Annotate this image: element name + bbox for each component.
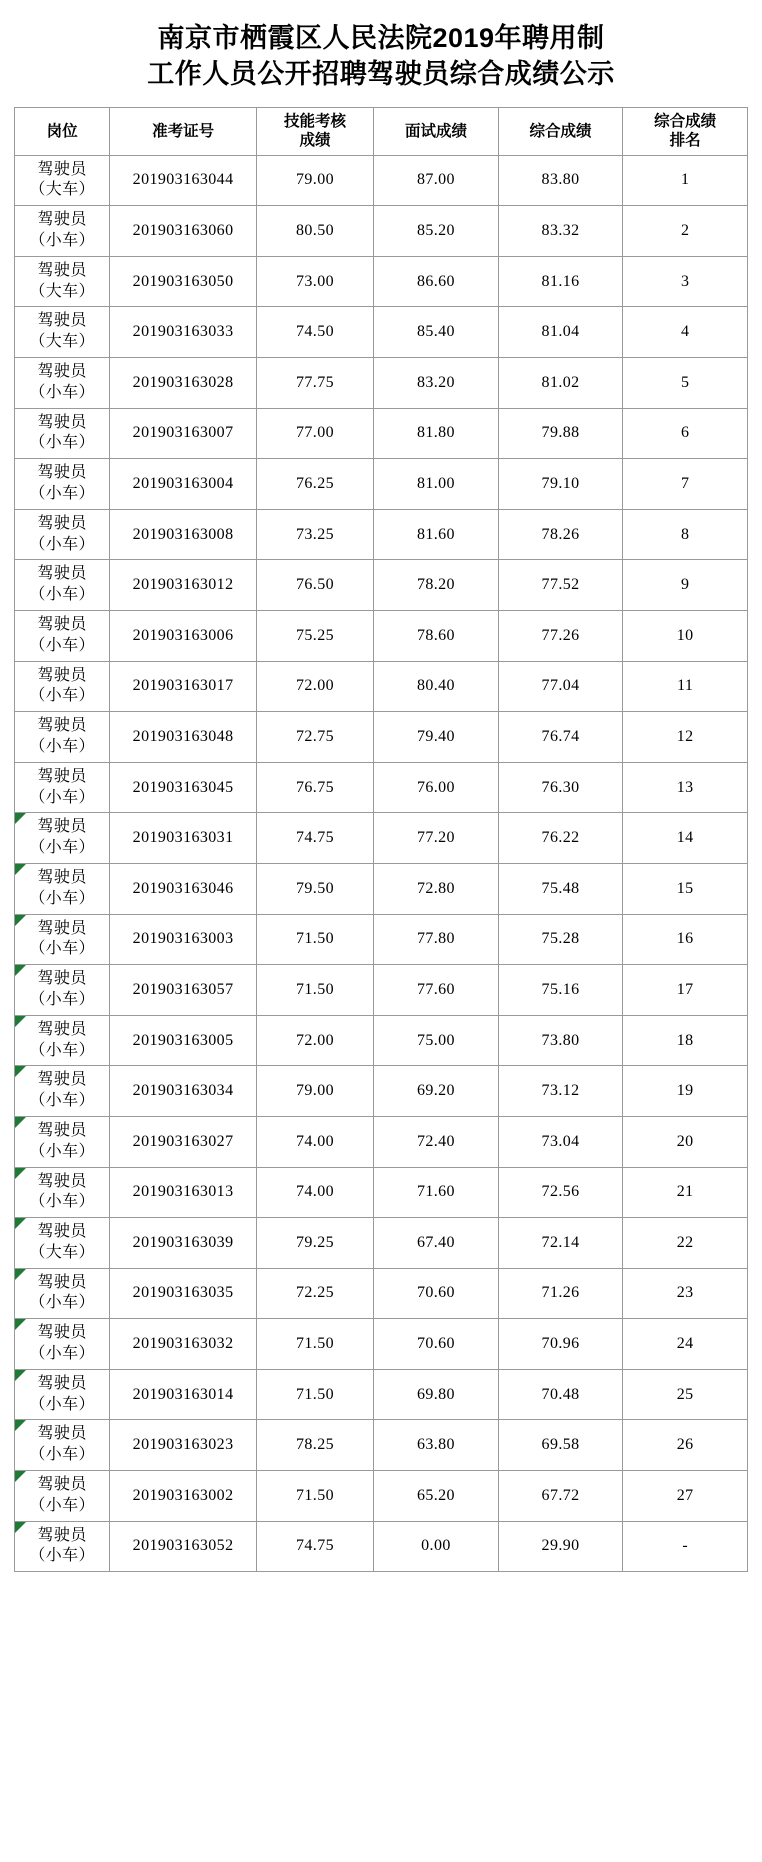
cell-interview-score: 87.00	[374, 155, 499, 206]
cell-post	[15, 206, 110, 257]
cell-post-line-1: 驾驶员	[37, 717, 87, 735]
table-row	[15, 1015, 748, 1066]
cell-interview-score: 63.80	[374, 1420, 499, 1471]
cell-post	[15, 1420, 110, 1471]
cell-post	[15, 1015, 110, 1066]
cell-skill-score: 72.75	[256, 712, 373, 763]
cell-total-score: 69.58	[498, 1420, 623, 1471]
cell-post	[15, 863, 110, 914]
cell-skill-score: 75.25	[256, 610, 373, 661]
cell-skill-score: 79.50	[256, 863, 373, 914]
cell-post-line-2: （大车）	[29, 333, 95, 351]
cell-post-line-2: （小车）	[29, 383, 95, 401]
cell-skill-score: 73.00	[256, 256, 373, 307]
cell-exam-id: 201903163050	[110, 256, 257, 307]
cell-total-rank: 27	[623, 1471, 748, 1522]
cell-total-rank: 10	[623, 610, 748, 661]
cell-post-line-2: （小车）	[29, 636, 95, 654]
cell-post-line-1: 驾驶员	[37, 363, 87, 380]
cell-total-score: 75.28	[498, 914, 623, 965]
cell-post	[15, 712, 110, 763]
cell-interview-score: 77.80	[374, 914, 499, 965]
cell-post-line-1: 驾驶员	[37, 1374, 87, 1392]
cell-post	[15, 661, 110, 712]
cell-total-score: 75.48	[498, 863, 623, 914]
cell-total-rank: 5	[623, 358, 748, 409]
table-row	[15, 1268, 748, 1319]
cell-skill-score: 72.25	[256, 1268, 373, 1319]
cell-post-line-1: 驾驶员	[37, 1324, 87, 1342]
cell-post	[15, 1369, 110, 1420]
cell-post-line-2: （小车）	[29, 484, 95, 502]
cell-total-score: 81.16	[498, 256, 623, 307]
cell-skill-score: 76.25	[256, 459, 373, 510]
cell-total-rank: 8	[623, 509, 748, 560]
cell-post-line-2: （小车）	[29, 1193, 95, 1211]
cell-total-score: 75.16	[498, 965, 623, 1016]
cell-interview-score: 81.00	[374, 459, 499, 510]
cell-interview-score: 69.20	[374, 1066, 499, 1117]
table-row	[15, 408, 748, 459]
cell-total-rank: 12	[623, 712, 748, 763]
cell-skill-score: 71.50	[256, 1471, 373, 1522]
column-header-skill-score	[256, 107, 373, 155]
cell-interview-score: 76.00	[374, 762, 499, 813]
cell-exam-id: 201903163013	[110, 1167, 257, 1218]
cell-post-line-1: 驾驶员	[37, 666, 87, 684]
cell-total-score: 76.30	[498, 762, 623, 813]
table-row	[15, 712, 748, 763]
cell-post-line-1: 驾驶员	[37, 1273, 87, 1291]
cell-post	[15, 1116, 110, 1167]
cell-exam-id: 201903163023	[110, 1420, 257, 1471]
cell-total-rank: 13	[623, 762, 748, 813]
column-header-total-rank-line-2: 排名	[669, 132, 701, 150]
cell-total-score: 77.52	[498, 560, 623, 611]
cell-total-rank: 14	[623, 813, 748, 864]
cell-exam-id: 201903163046	[110, 863, 257, 914]
table-row	[15, 1420, 748, 1471]
cell-interview-score: 72.80	[374, 863, 499, 914]
cell-total-rank: 19	[623, 1066, 748, 1117]
table-header	[15, 107, 748, 155]
cell-total-rank: 3	[623, 256, 748, 307]
cell-post	[15, 256, 110, 307]
cell-post	[15, 914, 110, 965]
cell-interview-score: 81.80	[374, 408, 499, 459]
cell-post-line-1: 驾驶员	[37, 565, 87, 583]
cell-post-line-2: （小车）	[29, 586, 95, 604]
column-header-skill-score-line-1: 技能考核	[284, 112, 347, 130]
cell-total-score: 70.48	[498, 1369, 623, 1420]
cell-interview-score: 79.40	[374, 712, 499, 763]
cell-exam-id: 201903163012	[110, 560, 257, 611]
cell-skill-score: 80.50	[256, 206, 373, 257]
cell-exam-id: 201903163028	[110, 358, 257, 409]
cell-post-line-1: 驾驶员	[37, 1121, 87, 1139]
table-row	[15, 1218, 748, 1269]
cell-total-score: 79.10	[498, 459, 623, 510]
cell-total-rank: 24	[623, 1319, 748, 1370]
cell-total-score: 83.80	[498, 155, 623, 206]
cell-post-line-1: 驾驶员	[37, 413, 87, 431]
cell-post-line-2: （小车）	[29, 737, 95, 755]
cell-total-score: 76.22	[498, 813, 623, 864]
cell-total-score: 72.14	[498, 1218, 623, 1269]
cell-exam-id: 201903163033	[110, 307, 257, 358]
cell-post-line-2: （小车）	[29, 1041, 95, 1059]
cell-exam-id: 201903163017	[110, 661, 257, 712]
cell-post	[15, 560, 110, 611]
cell-interview-score: 65.20	[374, 1471, 499, 1522]
cell-total-rank: 15	[623, 863, 748, 914]
cell-post-line-1: 驾驶员	[37, 1425, 87, 1443]
table-row	[15, 1369, 748, 1420]
cell-post-line-1: 驾驶员	[37, 211, 87, 229]
cell-post-line-1: 驾驶员	[37, 1526, 87, 1544]
cell-total-rank: 9	[623, 560, 748, 611]
cell-post	[15, 1319, 110, 1370]
cell-interview-score: 71.60	[374, 1167, 499, 1218]
cell-skill-score: 76.75	[256, 762, 373, 813]
cell-total-rank: 25	[623, 1369, 748, 1420]
cell-skill-score: 73.25	[256, 509, 373, 560]
cell-skill-score: 76.50	[256, 560, 373, 611]
cell-skill-score: 71.50	[256, 914, 373, 965]
cell-post-line-2: （小车）	[29, 1395, 95, 1413]
scores-table	[14, 107, 748, 1572]
cell-total-score: 77.04	[498, 661, 623, 712]
cell-post-line-1: 驾驶员	[37, 767, 87, 785]
cell-total-rank: 6	[623, 408, 748, 459]
cell-post	[15, 459, 110, 510]
cell-exam-id: 201903163048	[110, 712, 257, 763]
cell-skill-score: 71.50	[256, 1369, 373, 1420]
cell-skill-score: 79.00	[256, 1066, 373, 1117]
page-title-line-1: 南京市栖霞区人民法院2019年聘用制	[157, 23, 605, 53]
table-row	[15, 661, 748, 712]
table-row	[15, 1319, 748, 1370]
table-row	[15, 914, 748, 965]
cell-interview-score: 81.60	[374, 509, 499, 560]
cell-post	[15, 1521, 110, 1572]
cell-exam-id: 201903163004	[110, 459, 257, 510]
cell-exam-id: 201903163045	[110, 762, 257, 813]
cell-post	[15, 408, 110, 459]
cell-exam-id: 201903163035	[110, 1268, 257, 1319]
cell-total-score: 77.26	[498, 610, 623, 661]
cell-post	[15, 1066, 110, 1117]
cell-exam-id: 201903163052	[110, 1521, 257, 1572]
cell-interview-score: 70.60	[374, 1268, 499, 1319]
table-row	[15, 155, 748, 206]
cell-post-line-2: （小车）	[29, 687, 95, 705]
cell-interview-score: 85.20	[374, 206, 499, 257]
cell-post-line-2: （大车）	[29, 1243, 95, 1261]
cell-exam-id: 201903163031	[110, 813, 257, 864]
cell-post-line-1: 驾驶员	[37, 464, 87, 482]
cell-skill-score: 74.00	[256, 1116, 373, 1167]
cell-post-line-2: （小车）	[29, 889, 95, 907]
column-header-skill-score-line-2: 成绩	[299, 132, 331, 150]
cell-exam-id: 201903163060	[110, 206, 257, 257]
cell-post-line-2: （小车）	[29, 1547, 95, 1565]
cell-total-rank: 16	[623, 914, 748, 965]
cell-total-score: 73.80	[498, 1015, 623, 1066]
cell-post-line-2: （小车）	[29, 434, 95, 452]
cell-total-rank: 7	[623, 459, 748, 510]
table-row	[15, 560, 748, 611]
cell-total-rank: -	[623, 1521, 748, 1572]
cell-post-line-1: 驾驶员	[37, 514, 87, 532]
cell-total-score: 71.26	[498, 1268, 623, 1319]
cell-interview-score: 67.40	[374, 1218, 499, 1269]
column-header-post: 岗位	[15, 107, 110, 155]
cell-skill-score: 71.50	[256, 1319, 373, 1370]
cell-total-score: 72.56	[498, 1167, 623, 1218]
cell-post-line-2: （小车）	[29, 788, 95, 806]
cell-post	[15, 155, 110, 206]
cell-skill-score: 74.00	[256, 1167, 373, 1218]
cell-total-score: 81.02	[498, 358, 623, 409]
cell-interview-score: 0.00	[374, 1521, 499, 1572]
cell-interview-score: 77.60	[374, 965, 499, 1016]
cell-exam-id: 201903163003	[110, 914, 257, 965]
cell-total-rank: 4	[623, 307, 748, 358]
cell-total-rank: 17	[623, 965, 748, 1016]
cell-post	[15, 610, 110, 661]
cell-skill-score: 77.00	[256, 408, 373, 459]
cell-total-rank: 11	[623, 661, 748, 712]
table-row	[15, 358, 748, 409]
cell-post	[15, 307, 110, 358]
cell-interview-score: 86.60	[374, 256, 499, 307]
cell-exam-id: 201903163057	[110, 965, 257, 1016]
cell-skill-score: 79.25	[256, 1218, 373, 1269]
cell-total-score: 73.04	[498, 1116, 623, 1167]
table-row	[15, 509, 748, 560]
cell-exam-id: 201903163039	[110, 1218, 257, 1269]
cell-total-rank: 1	[623, 155, 748, 206]
cell-post-line-2: （大车）	[29, 181, 95, 199]
table-row	[15, 762, 748, 813]
cell-post-line-1: 驾驶员	[37, 1071, 87, 1089]
cell-exam-id: 201903163007	[110, 408, 257, 459]
cell-skill-score: 79.00	[256, 155, 373, 206]
table-header-row	[15, 107, 748, 155]
table-row	[15, 459, 748, 510]
cell-post-line-1: 驾驶员	[37, 919, 87, 937]
column-header-total-rank	[623, 107, 748, 155]
cell-exam-id: 201903163027	[110, 1116, 257, 1167]
cell-post-line-1: 驾驶员	[37, 1172, 87, 1190]
table-row	[15, 863, 748, 914]
cell-post-line-1: 驾驶员	[37, 615, 87, 633]
cell-exam-id: 201903163014	[110, 1369, 257, 1420]
cell-interview-score: 72.40	[374, 1116, 499, 1167]
cell-post-line-2: （小车）	[29, 940, 95, 958]
cell-skill-score: 72.00	[256, 661, 373, 712]
cell-post-line-1: 驾驶员	[37, 818, 87, 836]
cell-total-score: 83.32	[498, 206, 623, 257]
cell-skill-score: 71.50	[256, 965, 373, 1016]
cell-post	[15, 1167, 110, 1218]
cell-skill-score: 74.50	[256, 307, 373, 358]
cell-exam-id: 201903163005	[110, 1015, 257, 1066]
table-body	[15, 155, 748, 1572]
cell-total-score: 70.96	[498, 1319, 623, 1370]
cell-interview-score: 70.60	[374, 1319, 499, 1370]
cell-interview-score: 78.60	[374, 610, 499, 661]
cell-total-rank: 2	[623, 206, 748, 257]
cell-exam-id: 201903163002	[110, 1471, 257, 1522]
cell-skill-score: 78.25	[256, 1420, 373, 1471]
cell-post-line-2: （小车）	[29, 1092, 95, 1110]
cell-post-line-1: 驾驶员	[37, 1223, 87, 1241]
cell-post	[15, 1471, 110, 1522]
cell-exam-id: 201903163006	[110, 610, 257, 661]
cell-post-line-1: 驾驶员	[37, 1476, 87, 1494]
cell-post	[15, 358, 110, 409]
table-row	[15, 1116, 748, 1167]
cell-total-score: 78.26	[498, 509, 623, 560]
table-row	[15, 610, 748, 661]
cell-interview-score: 69.80	[374, 1369, 499, 1420]
page-title	[14, 20, 748, 93]
table-row	[15, 1167, 748, 1218]
cell-interview-score: 75.00	[374, 1015, 499, 1066]
cell-total-score: 67.72	[498, 1471, 623, 1522]
cell-exam-id: 201903163008	[110, 509, 257, 560]
table-row	[15, 307, 748, 358]
column-header-interview-score: 面试成绩	[374, 107, 499, 155]
cell-post-line-2: （小车）	[29, 839, 95, 857]
cell-post	[15, 1218, 110, 1269]
cell-post	[15, 1268, 110, 1319]
cell-total-score: 29.90	[498, 1521, 623, 1572]
column-header-total-rank-line-1: 综合成绩	[654, 112, 717, 130]
cell-post-line-2: （小车）	[29, 1446, 95, 1464]
cell-skill-score: 77.75	[256, 358, 373, 409]
cell-post-line-1: 驾驶员	[37, 261, 87, 279]
cell-exam-id: 201903163034	[110, 1066, 257, 1117]
cell-post	[15, 965, 110, 1016]
cell-interview-score: 78.20	[374, 560, 499, 611]
cell-skill-score: 74.75	[256, 1521, 373, 1572]
cell-interview-score: 85.40	[374, 307, 499, 358]
cell-skill-score: 72.00	[256, 1015, 373, 1066]
table-row	[15, 813, 748, 864]
cell-skill-score: 74.75	[256, 813, 373, 864]
cell-post-line-1: 驾驶员	[37, 868, 87, 886]
cell-total-rank: 23	[623, 1268, 748, 1319]
cell-total-score: 76.74	[498, 712, 623, 763]
table-row	[15, 1066, 748, 1117]
cell-post	[15, 762, 110, 813]
cell-post-line-2: （小车）	[29, 1294, 95, 1312]
cell-post	[15, 509, 110, 560]
cell-total-score: 73.12	[498, 1066, 623, 1117]
cell-post-line-2: （小车）	[29, 535, 95, 553]
cell-interview-score: 83.20	[374, 358, 499, 409]
cell-post-line-1: 驾驶员	[37, 312, 87, 330]
cell-post-line-1: 驾驶员	[37, 970, 87, 988]
table-row	[15, 965, 748, 1016]
cell-post-line-2: （小车）	[29, 990, 95, 1008]
cell-post-line-2: （小车）	[29, 1496, 95, 1514]
cell-total-rank: 21	[623, 1167, 748, 1218]
cell-post-line-2: （小车）	[29, 1142, 95, 1160]
cell-total-score: 79.88	[498, 408, 623, 459]
table-row	[15, 206, 748, 257]
table-row	[15, 1471, 748, 1522]
cell-total-rank: 22	[623, 1218, 748, 1269]
cell-total-score: 81.04	[498, 307, 623, 358]
cell-post-line-1: 驾驶员	[37, 160, 87, 178]
cell-post-line-2: （大车）	[29, 282, 95, 300]
column-header-exam-id: 准考证号	[110, 107, 257, 155]
table-row	[15, 256, 748, 307]
cell-post-line-2: （小车）	[29, 232, 95, 250]
cell-post	[15, 813, 110, 864]
cell-interview-score: 77.20	[374, 813, 499, 864]
cell-total-rank: 26	[623, 1420, 748, 1471]
page-title-line-2: 工作人员公开招聘驾驶员综合成绩公示	[147, 59, 615, 90]
cell-interview-score: 80.40	[374, 661, 499, 712]
cell-post-line-2: （小车）	[29, 1345, 95, 1363]
cell-exam-id: 201903163032	[110, 1319, 257, 1370]
column-header-total-score: 综合成绩	[498, 107, 623, 155]
cell-exam-id: 201903163044	[110, 155, 257, 206]
cell-post-line-1: 驾驶员	[37, 1020, 87, 1038]
cell-total-rank: 18	[623, 1015, 748, 1066]
table-row	[15, 1521, 748, 1572]
cell-total-rank: 20	[623, 1116, 748, 1167]
